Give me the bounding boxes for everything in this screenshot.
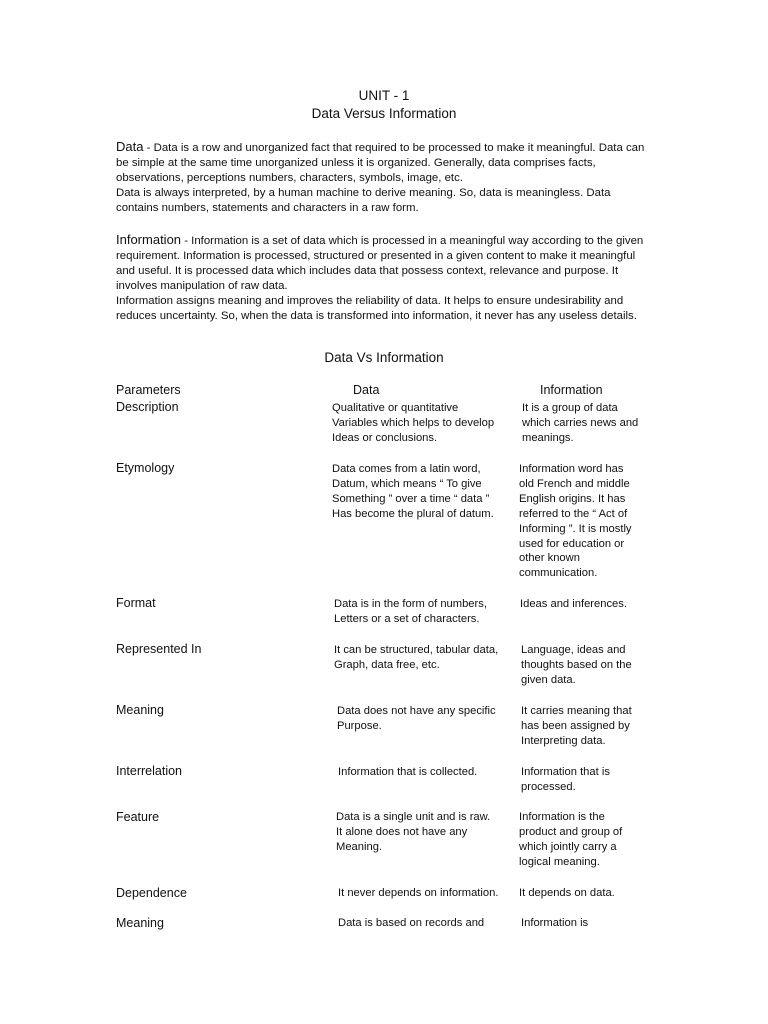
information-term: Information [116, 232, 182, 247]
row-data-cell: Data does not have any specific Purpose. [337, 705, 496, 732]
row-data-cell: Qualitative or quantitative Variables which helps to develop Ideas or conclusions. [332, 402, 495, 444]
information-definition-text: Information is a set of data which is processed in a meaningful way according to the given requirement. Information is processed, structured or presented in a given content to make it meaningful and useful. It is processed data which includes data that possess context, relevance and purpose. It involves manipulation of raw data. [116, 235, 644, 292]
comparison-heading: Data Vs Information [324, 350, 444, 365]
row-parameter: Description [116, 400, 179, 414]
row-parameter: Feature [116, 810, 160, 824]
row-data-cell: Data is based on records and [338, 917, 485, 929]
row-information-cell: Information that is processed. [521, 766, 610, 793]
row-information-cell: Ideas and inferences. [520, 598, 627, 610]
row-parameter: Meaning [116, 703, 164, 717]
data-definition [116, 139, 652, 216]
row-data-cell: Data is a single unit and is raw. It alone does not have any Meaning. [336, 811, 491, 853]
information-definition-para-1: Information - Information is a set of data which is processed in a meaningful way according to the given requirement. Information is processed, structured or presented in a given content to make it meaningful and useful. It is processed data which includes data that possess context, relevance and purpose. It involves manipulation of raw data. [116, 232, 644, 292]
data-definition-para-2: Data is always interpreted, by a human machine to derive meaning. So, data is meaningless. Data contains numbers, statements and characters in a raw form. [116, 187, 611, 214]
row-parameter: Represented In [116, 642, 202, 656]
row-information-cell: It depends on data. [519, 887, 615, 899]
row-information-cell: It is a group of data which carries news and meanings. [522, 402, 639, 444]
row-information-cell: Information word has old French and middle English origins. It has referred to the “ Act of Informing ”. It is mostly used for education or other known communication. [519, 463, 632, 580]
row-information-cell: Information is [521, 917, 589, 929]
column-header-data: Data [353, 383, 380, 397]
row-data-cell: Data is in the form of numbers, Letters or a set of characters. [334, 598, 487, 625]
row-parameter: Etymology [116, 461, 175, 475]
unit-title: UNIT - 1 [358, 88, 410, 103]
column-header-information: Information [540, 383, 603, 397]
information-definition [116, 232, 652, 324]
column-header-parameters: Parameters [116, 383, 181, 397]
row-parameter: Meaning [116, 916, 164, 930]
row-data-cell: Data comes from a latin word, Datum, which means “ To give Something ” over a time “ data ” Has become the plural of datum. [332, 463, 494, 520]
row-data-cell: It never depends on information. [338, 887, 499, 899]
information-definition-para-2: Information assigns meaning and improves the reliability of data. It helps to ensure undesirability and reduces uncertainty. So, when the data is transformed into information, it never has any useless details. [116, 295, 637, 322]
page-subtitle: Data Versus Information [311, 106, 457, 121]
row-information-cell: Language, ideas and thoughts based on the given data. [521, 644, 632, 686]
row-information-cell: It carries meaning that has been assigned by Interpreting data. [521, 705, 632, 747]
row-data-cell: It can be structured, tabular data, Graph, data free, etc. [334, 644, 499, 671]
row-parameter: Interrelation [116, 764, 183, 778]
data-definition-para-1: Data - Data is a row and unorganized fact that required to be processed to make it meaningful. Data can be simple at the same time unorganized unless it is organized. Generally, data comprises facts, observations, perceptions numbers, characters, symbols, image, etc. [116, 139, 645, 184]
data-term: Data [116, 139, 144, 154]
data-definition-text: Data is a row and unorganized fact that required to be processed to make it meaningful. Data can be simple at the same time unorganized unless it is organized. Generally, data comprises facts, observations, perceptions numbers, characters, symbols, image, etc. [116, 142, 645, 184]
row-information-cell: Information is the product and group of which jointly carry a logical meaning. [519, 811, 623, 868]
row-data-cell: Information that is collected. [338, 766, 478, 778]
row-parameter: Format [116, 596, 156, 610]
row-parameter: Dependence [116, 886, 187, 900]
